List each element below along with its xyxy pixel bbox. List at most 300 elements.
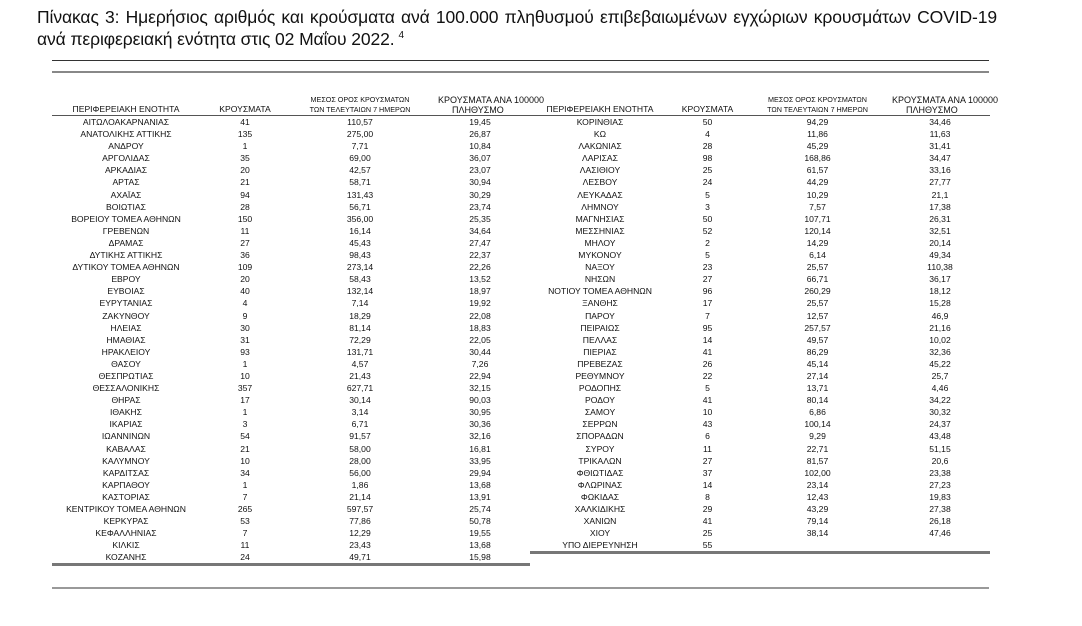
- region-cell: ΤΡΙΚΑΛΩΝ: [578, 455, 622, 466]
- table-row: [52, 491, 530, 503]
- per-100k-cell: 10,02: [929, 334, 951, 345]
- per-100k-cell: 13,68: [469, 479, 491, 490]
- cases-cell: 24: [702, 177, 713, 188]
- per-100k-cell: 30,44: [469, 346, 491, 357]
- region-cell: ΗΛΕΙΑΣ: [110, 322, 142, 333]
- table-row: [530, 346, 990, 358]
- per-100k-cell: 7,26: [471, 358, 489, 369]
- table-row: [52, 418, 530, 430]
- avg-7d-cell: 49,57: [806, 334, 829, 345]
- avg-7d-cell: 58,00: [349, 443, 371, 454]
- table-row: [52, 467, 530, 479]
- region-cell: ΠΑΡΟΥ: [585, 310, 615, 321]
- region-cell: ΙΘΑΚΗΣ: [110, 407, 142, 418]
- region-cell: ΚΩ: [593, 129, 607, 140]
- table-row: [52, 201, 530, 213]
- header-avg-7d: [290, 95, 430, 116]
- cases-cell: 27: [240, 237, 250, 248]
- per-100k-cell: 23,38: [929, 467, 951, 478]
- per-100k-cell: 27,23: [929, 479, 951, 490]
- cases-cell: 43: [702, 419, 713, 430]
- avg-7d-cell: 4,57: [351, 358, 369, 369]
- region-cell: ΑΡΤΑΣ: [112, 177, 140, 188]
- caption-text: Πίνακας 3: Ημερήσιος αριθμός και κρούσματα ανά 100.000 πληθυσμού επιβεβαιωμένων εγχώριων κρουσμάτων COVID-19 ανά περιφερειακή ενότητα στις 02 Μαΐου 2022.: [37, 7, 997, 49]
- per-100k-cell: 19,55: [469, 528, 491, 539]
- per-100k-cell: 19,83: [929, 491, 951, 502]
- region-cell: ΑΡΚΑΔΙΑΣ: [104, 165, 148, 176]
- cases-cell: 20: [240, 274, 250, 285]
- region-cell: ΠΕΛΛΑΣ: [582, 334, 618, 345]
- table-row: [530, 491, 990, 503]
- divider: [52, 60, 989, 61]
- avg-7d-cell: [745, 539, 890, 553]
- region-cell: ΔΥΤΙΚΗΣ ΑΤΤΙΚΗΣ: [89, 250, 163, 261]
- per-100k-cell: 17,38: [929, 201, 951, 212]
- table-row: [52, 152, 530, 164]
- avg-7d-cell: 80,14: [806, 395, 829, 406]
- avg-7d-cell: 43,29: [806, 504, 829, 514]
- avg-7d-cell: 11,86: [807, 129, 828, 140]
- region-cell: ΔΡΑΜΑΣ: [108, 237, 144, 248]
- region-cell: ΠΙΕΡΙΑΣ: [583, 346, 617, 357]
- cases-cell: 35: [240, 153, 250, 164]
- region-cell: ΗΜΑΘΙΑΣ: [106, 334, 146, 345]
- footnote-ref: 4: [398, 30, 404, 41]
- cases-cell: 17: [240, 395, 250, 406]
- avg-7d-cell: 131,71: [346, 346, 374, 357]
- region-cell: ΚΕΡΚΥΡΑΣ: [103, 516, 149, 527]
- table-row: [52, 479, 530, 491]
- region-cell: ΛΑΡΙΣΑΣ: [582, 153, 618, 164]
- cases-cell: 1: [242, 358, 248, 369]
- per-100k-cell: 49,34: [929, 250, 951, 261]
- per-100k-cell: 13,91: [469, 491, 491, 502]
- region-cell: ΚΑΒΑΛΑΣ: [106, 443, 146, 454]
- region-cell: ΘΕΣΣΑΛΟΝΙΚΗΣ: [92, 383, 160, 394]
- cases-cell: 150: [237, 213, 253, 224]
- cases-cell: 5: [705, 250, 710, 261]
- table-row: [530, 322, 990, 334]
- region-cell: ΙΚΑΡΙΑΣ: [109, 419, 143, 430]
- region-cell: ΚΑΣΤΟΡΙΑΣ: [102, 491, 150, 502]
- per-100k-cell: 30,94: [469, 177, 491, 188]
- table-row: [52, 261, 530, 273]
- per-100k-cell: 16,81: [469, 443, 491, 454]
- avg-7d-cell: 356,00: [346, 213, 374, 224]
- per-100k-cell: 110,38: [927, 262, 953, 273]
- table-row: [52, 237, 530, 249]
- per-100k-cell: 90,03: [469, 395, 491, 406]
- region-cell: ΡΟΔΟΥ: [585, 395, 615, 406]
- per-100k-cell: 36,07: [469, 153, 491, 164]
- cases-cell: 21: [240, 443, 250, 454]
- cases-cell: 109: [237, 262, 253, 273]
- cases-cell: 135: [237, 129, 253, 140]
- cases-cell: 8: [705, 491, 710, 502]
- avg-7d-cell: 56,00: [349, 467, 371, 478]
- regional-cases-table-right: [530, 95, 998, 554]
- per-100k-cell: 23,07: [469, 165, 491, 176]
- per-100k-cell: 31,41: [929, 141, 951, 152]
- avg-7d-cell: 45,29: [806, 141, 829, 152]
- per-100k-cell: 18,12: [929, 286, 951, 297]
- table-row: [52, 164, 530, 176]
- avg-7d-cell: 77,86: [349, 516, 371, 527]
- avg-7d-cell: 45,43: [349, 237, 371, 248]
- per-100k-cell: 51,15: [929, 443, 951, 454]
- region-cell: ΛΕΥΚΑΔΑΣ: [577, 189, 623, 200]
- per-100k-cell: 13,52: [469, 274, 491, 285]
- table-row: [52, 225, 530, 237]
- table-row: [52, 539, 530, 551]
- region-cell: ΣΑΜΟΥ: [584, 407, 616, 418]
- table-row: [52, 394, 530, 406]
- avg-7d-cell: 27,14: [806, 370, 829, 381]
- cases-cell: 10: [240, 370, 250, 381]
- per-100k-cell: 26,31: [929, 213, 951, 224]
- region-cell: ΑΧΑΪΑΣ: [110, 189, 142, 200]
- table-row: [52, 249, 530, 261]
- table-row: [530, 164, 990, 176]
- per-100k-cell: 34,22: [929, 395, 951, 406]
- region-cell: ΘΗΡΑΣ: [111, 395, 141, 406]
- cases-cell: 1: [242, 141, 248, 152]
- region-cell: ΛΑΚΩΝΙΑΣ: [578, 141, 622, 152]
- per-100k-cell: 20,6: [931, 455, 949, 466]
- table-row: [530, 515, 990, 527]
- table-row: [530, 261, 990, 273]
- per-100k-cell: 13,68: [469, 540, 491, 551]
- header-avg-line1: ΜΕΣΟΣ ΟΡΟΣ ΚΡΟΥΣΜΑΤΩΝ: [768, 95, 867, 104]
- region-cell: ΡΕΘΥΜΝΟΥ: [575, 370, 625, 381]
- header-row: [530, 95, 990, 116]
- per-100k-cell: 22,05: [469, 334, 491, 345]
- per-100k-cell: 22,37: [469, 250, 491, 261]
- table-row: [52, 430, 530, 442]
- avg-7d-cell: 275,00: [346, 129, 374, 140]
- avg-7d-cell: 102,00: [804, 467, 831, 478]
- cases-cell: 98: [702, 153, 713, 164]
- per-100k-cell: 34,47: [929, 153, 951, 164]
- cases-cell: 10: [240, 455, 250, 466]
- cases-cell: 41: [702, 516, 713, 527]
- avg-7d-cell: 22,71: [806, 443, 829, 454]
- cases-cell: 23: [702, 262, 713, 273]
- table-row: [52, 310, 530, 322]
- region-cell: ΞΑΝΘΗΣ: [582, 298, 618, 309]
- table-row: [52, 515, 530, 527]
- per-100k-cell: 30,95: [469, 407, 491, 418]
- avg-7d-cell: 131,43: [346, 189, 374, 200]
- avg-7d-cell: 44,29: [806, 177, 829, 188]
- cases-cell: 1: [242, 407, 248, 418]
- avg-7d-cell: 81,14: [349, 322, 371, 333]
- avg-7d-cell: 38,14: [806, 528, 829, 539]
- avg-7d-cell: 86,29: [806, 346, 829, 357]
- avg-7d-cell: 91,57: [349, 431, 371, 442]
- table-row: [530, 285, 990, 297]
- table-caption: [37, 6, 997, 50]
- table-row: [530, 394, 990, 406]
- avg-7d-cell: 6,86: [809, 407, 826, 418]
- table-row: [52, 285, 530, 297]
- cases-cell: 28: [702, 141, 713, 152]
- cases-cell: 37: [702, 467, 713, 478]
- region-cell: ΑΝΑΤΟΛΙΚΗΣ ΑΤΤΙΚΗΣ: [80, 129, 172, 140]
- per-100k-cell: 47,46: [929, 528, 951, 539]
- avg-7d-cell: 100,14: [804, 419, 831, 430]
- region-cell: ΝΗΣΩΝ: [584, 274, 616, 285]
- per-100k-cell: 29,94: [469, 467, 491, 478]
- header-avg-7d: [745, 95, 890, 116]
- per-100k-cell: 32,51: [929, 225, 951, 236]
- per-100k-cell: 43,48: [929, 431, 951, 442]
- region-cell: ΜΗΛΟΥ: [584, 237, 616, 248]
- header-avg-line2: ΤΩΝ ΤΕΛΕΥΤΑΙΩΝ 7 ΗΜΕΡΩΝ: [309, 105, 411, 114]
- table-row: [530, 297, 990, 309]
- region-cell: ΠΕΙΡΑΙΩΣ: [580, 322, 620, 333]
- table-row: [530, 213, 990, 225]
- table-row: [530, 418, 990, 430]
- table-row: [52, 189, 530, 201]
- cases-cell: 25: [702, 528, 713, 539]
- region-cell: ΚΑΡΠΑΘΟΥ: [102, 479, 150, 490]
- region-cell: ΑΡΓΟΛΙΔΑΣ: [102, 153, 150, 164]
- region-cell: ΑΝΔΡΟΥ: [108, 141, 144, 152]
- avg-7d-cell: 7,57: [809, 201, 826, 212]
- cases-cell: 40: [240, 286, 250, 297]
- table-row: [52, 443, 530, 455]
- per-100k-cell: 33,16: [929, 165, 951, 176]
- avg-7d-cell: 6,71: [351, 419, 369, 430]
- table-row: [530, 249, 990, 261]
- cases-cell: 94: [240, 189, 250, 200]
- avg-7d-cell: 12,43: [806, 491, 829, 502]
- cases-cell: 27: [702, 274, 713, 285]
- avg-7d-cell: 14,29: [806, 237, 829, 248]
- per-100k-cell: 30,32: [929, 407, 951, 418]
- cases-cell: 11: [240, 540, 250, 551]
- avg-7d-cell: 42,57: [349, 165, 371, 176]
- cases-cell: 31: [240, 334, 250, 345]
- avg-7d-cell: 260,29: [804, 286, 831, 297]
- avg-7d-cell: 25,57: [806, 262, 829, 273]
- cases-cell: 50: [702, 213, 713, 224]
- avg-7d-cell: 98,43: [349, 250, 371, 261]
- cases-cell: 27: [702, 455, 713, 466]
- per-100k-cell: 20,14: [929, 237, 951, 248]
- table-row: [530, 467, 990, 479]
- per-100k-cell: 25,74: [469, 504, 491, 514]
- table-row: [52, 140, 530, 152]
- avg-7d-cell: 45,14: [806, 358, 829, 369]
- per-100k-cell: 25,7: [931, 370, 949, 381]
- region-cell: ΓΡΕΒΕΝΩΝ: [102, 225, 150, 236]
- region-cell: ΛΗΜΝΟΥ: [581, 201, 619, 212]
- avg-7d-cell: 25,57: [806, 298, 829, 309]
- table-row: [52, 346, 530, 358]
- avg-7d-cell: 7,14: [351, 298, 369, 309]
- avg-7d-cell: 110,57: [347, 117, 373, 127]
- cases-cell: 20: [240, 165, 250, 176]
- region-cell: ΦΩΚΙΔΑΣ: [580, 491, 620, 502]
- table-row: [530, 539, 990, 553]
- cases-cell: 17: [702, 298, 713, 309]
- region-cell: ΗΡΑΚΛΕΙΟΥ: [101, 346, 151, 357]
- per-100k-cell: 21,1: [931, 189, 949, 200]
- per-100k-cell: 19,45: [469, 117, 491, 127]
- table-row: [530, 116, 990, 129]
- header-region: ΠΕΡΙΦΕΡΕΙΑΚΗ ΕΝΟΤΗΤΑ: [546, 104, 654, 114]
- header-per-100k: [430, 95, 544, 116]
- region-cell: ΙΩΑΝΝΙΝΩΝ: [101, 431, 151, 442]
- region-cell: ΦΛΩΡΙΝΑΣ: [577, 479, 623, 490]
- region-cell: ΧΑΛΚΙΔΙΚΗΣ: [574, 504, 626, 514]
- table-row: [530, 430, 990, 442]
- avg-7d-cell: 16,14: [349, 225, 371, 236]
- table-row: [52, 334, 530, 346]
- per-100k-cell: 21,16: [929, 322, 951, 333]
- table-row: [52, 273, 530, 285]
- region-cell: ΜΑΓΝΗΣΙΑΣ: [575, 213, 625, 224]
- cases-cell: 5: [705, 189, 710, 200]
- cases-cell: 52: [702, 225, 713, 236]
- per-100k-cell: 32,15: [469, 383, 491, 394]
- per-100k-cell: 34,64: [469, 225, 491, 236]
- header-per-100k: [890, 95, 998, 116]
- per-100k-cell: 19,92: [469, 298, 491, 309]
- per-100k-cell: 4,46: [931, 383, 949, 394]
- avg-7d-cell: 79,14: [806, 516, 829, 527]
- avg-7d-cell: 58,71: [349, 177, 371, 188]
- header-per100k-line1: ΚΡΟΥΣΜΑΤΑ ΑΝΑ 100000: [438, 95, 544, 105]
- avg-7d-cell: 10,29: [806, 189, 829, 200]
- region-cell: ΜΥΚΟΝΟΥ: [578, 250, 622, 261]
- avg-7d-cell: 7,71: [351, 141, 369, 152]
- region-cell: ΑΙΤΩΛΟΑΚΑΡΝΑΝΙΑΣ: [82, 117, 170, 127]
- per-100k-cell: 32,16: [469, 431, 491, 442]
- cases-cell: 95: [702, 322, 713, 333]
- per-100k-cell: 11,63: [929, 129, 951, 140]
- table-row: [52, 551, 530, 565]
- avg-7d-cell: 3,14: [351, 407, 369, 418]
- header-per100k-line2: ΠΛΗΘΥΣΜΟ: [906, 105, 958, 115]
- table-row: [52, 406, 530, 418]
- avg-7d-cell: 81,57: [806, 455, 829, 466]
- cases-cell: 93: [240, 346, 250, 357]
- region-cell: ΝΟΤΙΟΥ ΤΟΜΕΑ ΑΘΗΝΩΝ: [548, 286, 652, 297]
- per-100k-cell: 45,22: [929, 358, 951, 369]
- avg-7d-cell: 107,71: [804, 213, 831, 224]
- table-row: [530, 189, 990, 201]
- avg-7d-cell: 597,57: [346, 504, 374, 514]
- region-cell: ΚΕΝΤΡΙΚΟΥ ΤΟΜΕΑ ΑΘΗΝΩΝ: [66, 504, 186, 514]
- cases-cell: 29: [702, 504, 713, 514]
- cases-cell: 25: [702, 165, 713, 176]
- region-cell: ΦΘΙΩΤΙΔΑΣ: [576, 467, 624, 478]
- per-100k-cell: 50,78: [469, 516, 491, 527]
- cases-cell: 36: [240, 250, 250, 261]
- region-cell: ΣΥΡΟΥ: [585, 443, 615, 454]
- avg-7d-cell: 72,29: [349, 334, 371, 345]
- table-row: [530, 527, 990, 539]
- per-100k-cell: 15,98: [469, 552, 491, 563]
- region-cell: ΚΕΦΑΛΛΗΝΙΑΣ: [95, 528, 157, 539]
- region-cell: ΜΕΣΣΗΝΙΑΣ: [575, 225, 625, 236]
- avg-7d-cell: 49,71: [349, 552, 371, 563]
- cases-cell: 10: [702, 407, 713, 418]
- per-100k-cell: 25,35: [469, 213, 491, 224]
- avg-7d-cell: 132,14: [346, 286, 374, 297]
- cases-cell: 9: [242, 310, 248, 321]
- per-100k-cell: 26,18: [929, 516, 951, 527]
- region-cell: ΒΟΙΩΤΙΑΣ: [106, 201, 146, 212]
- cases-cell: 54: [240, 431, 250, 442]
- cases-cell: 96: [702, 286, 713, 297]
- region-cell: ΚΑΛΥΜΝΟΥ: [102, 455, 150, 466]
- region-cell: ΚΑΡΔΙΤΣΑΣ: [102, 467, 150, 478]
- region-cell: ΠΡΕΒΕΖΑΣ: [577, 358, 623, 369]
- avg-7d-cell: 21,43: [349, 370, 371, 381]
- header-cases: ΚΡΟΥΣΜΑΤΑ: [219, 104, 271, 114]
- avg-7d-cell: 56,71: [349, 201, 371, 212]
- cases-cell: 265: [237, 504, 253, 514]
- per-100k-cell: 34,46: [929, 117, 951, 127]
- avg-7d-cell: 13,71: [806, 383, 829, 394]
- region-cell: ΚΟΡΙΝΘΙΑΣ: [576, 117, 624, 127]
- avg-7d-cell: 12,57: [806, 310, 829, 321]
- cases-cell: 24: [240, 552, 250, 563]
- cases-cell: 3: [242, 419, 248, 430]
- avg-7d-cell: 273,14: [346, 262, 374, 273]
- avg-7d-cell: 9,29: [809, 431, 826, 442]
- per-100k-cell: 26,87: [469, 129, 491, 140]
- per-100k-cell: 22,08: [469, 310, 491, 321]
- region-cell: ΚΙΛΚΙΣ: [112, 540, 140, 551]
- region-cell: ΚΟΖΑΝΗΣ: [105, 552, 147, 563]
- avg-7d-cell: 18,29: [349, 310, 371, 321]
- divider: [52, 71, 989, 73]
- cases-cell: 7: [705, 310, 710, 321]
- header-region: ΠΕΡΙΦΕΡΕΙΑΚΗ ΕΝΟΤΗΤΑ: [72, 104, 180, 114]
- table-row: [52, 128, 530, 140]
- region-cell: ΛΑΣΙΘΙΟΥ: [579, 165, 621, 176]
- per-100k-cell: 27,77: [929, 177, 951, 188]
- table-row: [52, 370, 530, 382]
- per-100k-cell: 23,74: [469, 201, 491, 212]
- region-cell: ΧΙΟΥ: [589, 528, 611, 539]
- per-100k-cell: 27,47: [469, 237, 491, 248]
- cases-cell: 14: [702, 479, 713, 490]
- cases-cell: 30: [240, 322, 250, 333]
- table-row: [52, 297, 530, 309]
- region-cell: ΘΑΣΟΥ: [111, 358, 141, 369]
- cases-cell: 1: [242, 479, 248, 490]
- per-100k-cell: 10,84: [469, 141, 491, 152]
- per-100k-cell: 18,83: [469, 322, 491, 333]
- cases-cell: 3: [705, 201, 710, 212]
- avg-7d-cell: 120,14: [804, 225, 831, 236]
- cases-cell: 53: [240, 516, 250, 527]
- table-row: [52, 358, 530, 370]
- cases-cell: 34: [240, 467, 250, 478]
- per-100k-cell: 30,36: [469, 419, 491, 430]
- cases-cell: 41: [702, 395, 713, 406]
- header-per100k-line1: ΚΡΟΥΣΜΑΤΑ ΑΝΑ 100000: [892, 95, 998, 105]
- table-row: [530, 128, 990, 140]
- avg-7d-cell: 61,57: [806, 165, 829, 176]
- table-row: [52, 455, 530, 467]
